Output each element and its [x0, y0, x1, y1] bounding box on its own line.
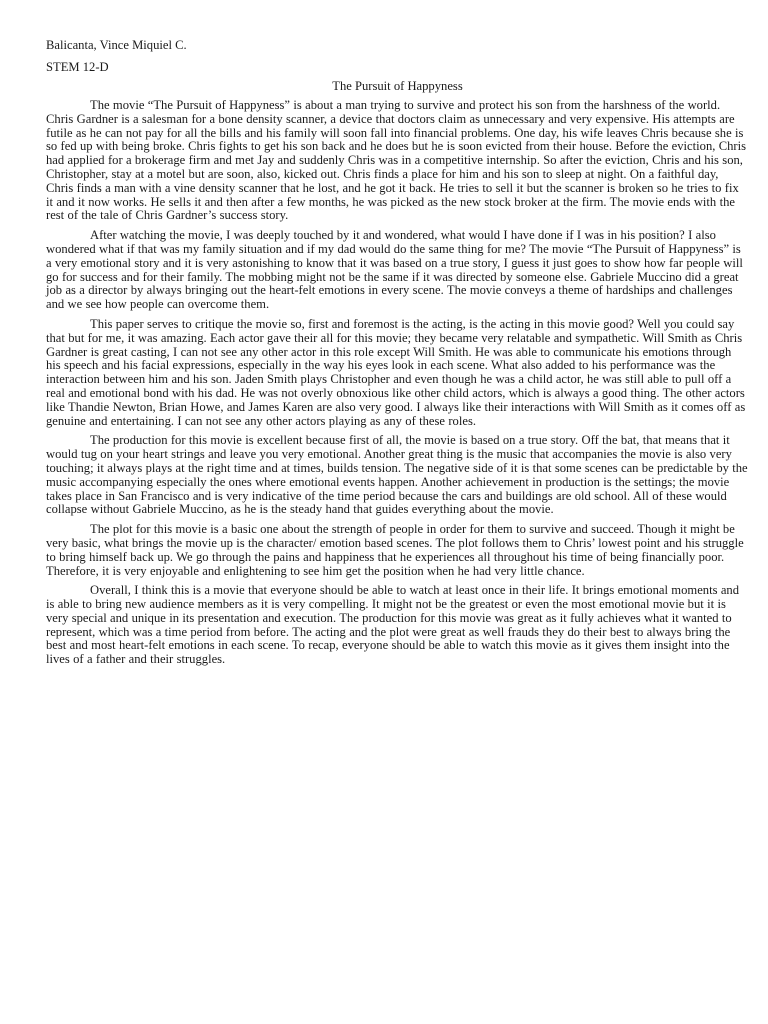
paragraph-reaction: After watching the movie, I was deeply touched by it and wondered, what would I have done if I was in his position? I also wondered what if that was my family situation and if my dad would do the same thing for me? The movie “The Pursuit of Happyness” is a very emotional story and it is very astonishing to know that it was based on a true story, I guess it just goes to show how far people will go for success and for their family. The mobbing might not be the same if it was directed by someone else. Gabriele Muccino did a great job as a director by always bringing out the heart-felt emotions in every scene. The movie conveys a theme of hardships and challenges and we see how people can overcome them.: [46, 228, 743, 312]
paragraph-production: The production for this movie is excellent because first of all, the movie is based on a true story. Off the bat, that means that it would tug on your heart strings and leave you very emotional. Another great thing is the music that accompanies the movie is also very touching; it always plays at the right time and at times, builds tension. The negative side of it is that some scenes can be predictable by the music accompanying especially the ones where emotional events happen. Another achievement in production is the settings; the movie takes place in San Francisco and is very indicative of the time period because the cars and buildings are old school. All of these would collapse without Gabriele Muccino, as he is the steady hand that guides everything about the movie.: [46, 433, 748, 517]
paragraph-plot: The plot for this movie is a basic one about the strength of people in order for them to survive and succeed. Though it might be very basic, what brings the movie up is the character/ emotion based scenes. The plot follows them to Chris’ lowest point and his struggle to bring himself back up. We go through the pains and happiness that he experiences all throughout his time of being financially poor. Therefore, it is very enjoyable and enlightening to see him get the position when he had very little chance.: [46, 522, 744, 578]
document-page: [46, 38, 749, 673]
paragraph-acting: This paper serves to critique the movie so, first and foremost is the acting, is the acting in this movie good? Well you could say that but for me, it was amazing. Each actor gave their all for this movie; they became very relatable and sympathetic. Will Smith as Chris Gardner is great casting, I can not see any other actor in this role except Will Smith. He was able to communicate his emotions through his speech and his facial expressions, especially in the way his eyes look in each scene. What also added to his performance was the interaction between him and his son. Jaden Smith plays Christopher and even though he was a child actor, he was still able to pull off a real and emotional bond with his dad. He was not overly obnoxious like other child actors, which is always a good thing. The other actors like Thandie Newton, Brian Howe, and James Karen are also very good. I always like their interactions with Will Smith as it comes off as genuine and entertaining. I can not see any other actors playing as any of these roles.: [46, 316, 746, 428]
page-title: The Pursuit of Happyness: [332, 79, 463, 93]
paragraph-summary: The movie “The Pursuit of Happyness” is about a man trying to survive and protect his son from the harshness of the world. Chris Gardner is a salesman for a bone density scanner, a device that doctors claim as unnecessary and very expensive. His attempts are futile as he can not pay for all the bills and his family will soon fall into financial problems. One day, his wife leaves Chris because she is so fed up with being broke. Chris fights to get his son back and he does but he is soon evicted from their house. Before the eviction, Chris had applied for a brokerage firm and met Jay and suddenly Chris was in a competitive internship. So after the eviction, Chris and his son, Christopher, stay at a motel but are soon, also, kicked out. Chris finds a place for him and his son to sleep at night. On a faithful day, Chris finds a man with a vine density scanner that he lost, and he got it back. He tries to sell it but the scanner is broken so he tries to fix it and it now works. He sells it and then after a few months, he was picked as the new stock broker at the firm. The movie ends with the rest of the tale of Chris Gardner’s success story.: [46, 98, 747, 223]
author-name: Balicanta, Vince Miquiel C.: [46, 38, 187, 52]
paragraph-conclusion: Overall, I think this is a movie that everyone should be able to watch at least once in their life. It brings emotional moments and is able to bring new audience members as it is very compelling. It might not be the greatest or even the most emotional movie but it is very special and unique in its presentation and execution. The production for this movie was great as it fully achieves what it wanted to represent, which was a time period from before. The acting and the plot were great as well frauds they do their best to always bring the best and most heart-felt emotions in each scene. To recap, everyone should be able to watch this movie as it gives them insight into the lives of a father and their struggles.: [46, 583, 740, 667]
class-section: STEM 12-D: [46, 60, 109, 74]
